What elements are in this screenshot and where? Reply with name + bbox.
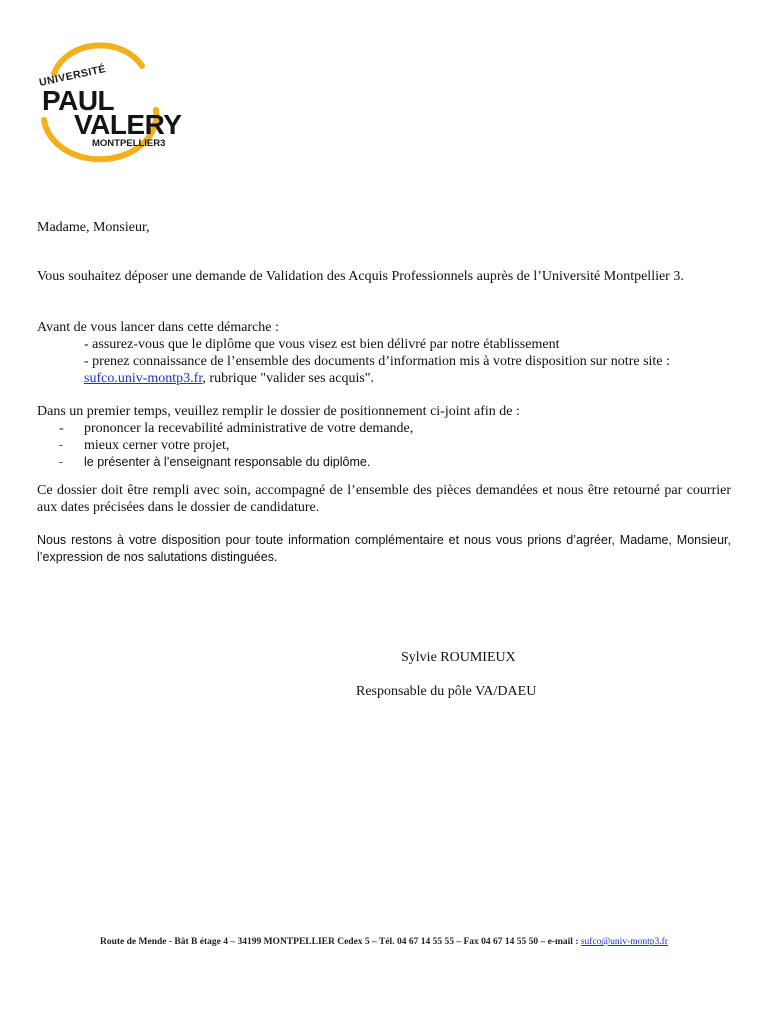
before-item-2: - prenez connaissance de l’ensemble des documents d’information mis à votre disposition sur notre site : <box>84 354 670 369</box>
bullet-item <box>37 437 731 454</box>
bullet-dash: - <box>59 456 63 468</box>
bullet-dash: - <box>59 439 63 451</box>
site-suffix: , rubrique "valider ses acquis". <box>202 371 375 386</box>
logo-text-montpellier: MONTPELLIER3 <box>92 138 166 149</box>
bullet-text: prononcer la recevabilité administrative de votre demande, <box>84 421 414 436</box>
bullet-item <box>37 454 731 471</box>
intro-paragraph: Vous souhaitez déposer une demande de Validation des Acquis Professionnels auprès de l’Université Montpellier 3. <box>37 269 684 284</box>
bullet-text: le présenter à l’enseignant responsable du diplôme. <box>84 455 371 469</box>
closing-paragraph: Nous restons à votre disposition pour toute information complémentaire et nous vous prions d’agréer, Madame, Monsieur, l’expression de nos salutations distinguées. <box>37 533 731 564</box>
footer-email-link[interactable]: sufco@univ-montp3.fr <box>580 937 668 947</box>
logo-text-universite: UNIVERSITÉ <box>38 63 108 89</box>
before-lead: Avant de vous lancer dans cette démarche : <box>37 320 279 335</box>
university-logo <box>34 58 182 150</box>
before-section <box>37 319 731 387</box>
site-line <box>37 370 731 387</box>
before-item-1: - assurez-vous que le diplôme que vous visez est bien délivré par notre établissement <box>84 337 560 352</box>
bullet-text: mieux cerner votre projet, <box>84 438 230 453</box>
bullet-item <box>37 420 731 437</box>
logo-text-paul: PAUL <box>42 85 115 116</box>
footer-address: Route de Mende - Bât B étage 4 – 34199 MONTPELLIER Cedex 5 – Tél. 04 67 14 55 55 – Fax 04 67 14 55 50 – e-mail : <box>100 937 581 947</box>
first-step-section <box>37 403 731 471</box>
signature-name: Sylvie ROUMIEUX <box>401 650 516 665</box>
dossier-paragraph: Ce dossier doit être rempli avec soin, accompagné de l’ensemble des pièces demandées et nous être retourné par courrier aux dates précisées dans le dossier de candidature. <box>37 483 731 515</box>
salutation: Madame, Monsieur, <box>37 220 150 235</box>
first-lead: Dans un premier temps, veuillez remplir le dossier de positionnement ci-joint afin de : <box>37 404 520 419</box>
site-link[interactable]: sufco.univ-montp3.fr <box>84 371 203 386</box>
signature-role: Responsable du pôle VA/DAEU <box>356 684 537 699</box>
footer <box>0 937 768 947</box>
bullet-dash: - <box>59 421 64 436</box>
logo-text-valery: VALERY <box>74 109 182 140</box>
